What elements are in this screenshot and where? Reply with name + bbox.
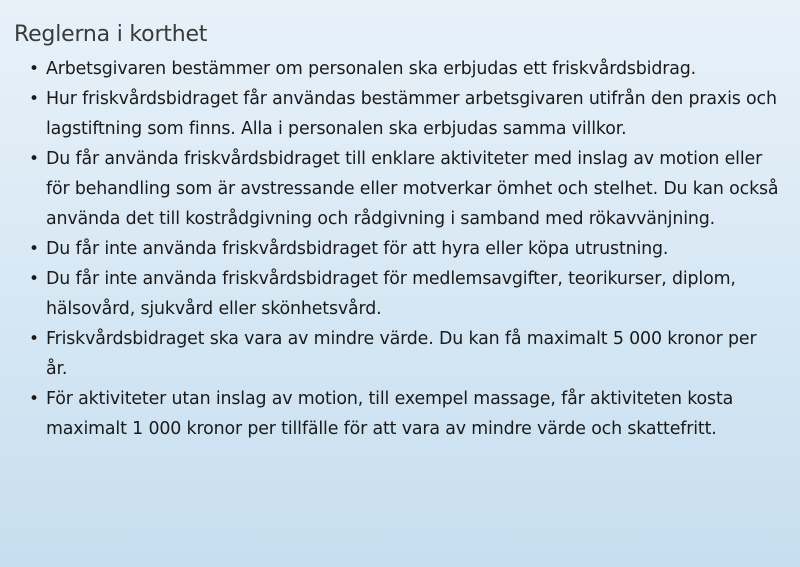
section-heading: Reglerna i korthet	[14, 22, 208, 47]
rule-text: För aktiviteter utan inslag av motion, till exempel massage, får aktiviteten kosta maximalt 1 000 kronor per tillfälle för att vara av mindre värde och skattefritt.	[46, 389, 734, 439]
list-item	[14, 144, 780, 234]
list-item	[14, 384, 780, 444]
rule-text: Hur friskvårdsbidraget får användas bestämmer arbetsgivaren utifrån den praxis och lagstiftning som finns. Alla i personalen ska erbjudas samma villkor.	[46, 89, 777, 139]
list-item	[14, 54, 780, 84]
rule-text: Du får använda friskvårdsbidraget till enklare aktiviteter med inslag av motion eller för behandling som är avstressande eller motverkar ömhet och stelhet. Du kan också använda det till kostrådgivning och rådgivning i samband med rökavvänjning.	[46, 149, 779, 229]
rule-text: Du får inte använda friskvårdsbidraget för att hyra eller köpa utrustning.	[46, 239, 669, 259]
list-item	[14, 234, 780, 264]
bullet-icon: •	[29, 59, 39, 79]
list-item	[14, 84, 780, 144]
bullet-icon: •	[29, 389, 39, 409]
list-item	[14, 264, 780, 324]
bullet-icon: •	[29, 239, 39, 259]
rule-text: Arbetsgivaren bestämmer om personalen ska erbjudas ett friskvårdsbidrag.	[46, 59, 697, 79]
rule-text: Du får inte använda friskvårdsbidraget för medlemsavgifter, teorikurser, diplom, hälsovård, sjukvård eller skönhetsvård.	[46, 269, 736, 319]
bullet-icon: •	[29, 269, 39, 289]
bullet-icon: •	[29, 329, 39, 349]
rule-text: Friskvårdsbidraget ska vara av mindre värde. Du kan få maximalt 5 000 kronor per år.	[46, 329, 757, 379]
bullet-icon: •	[29, 89, 39, 109]
rules-list	[14, 54, 780, 444]
list-item	[14, 324, 780, 384]
bullet-icon: •	[29, 149, 39, 169]
